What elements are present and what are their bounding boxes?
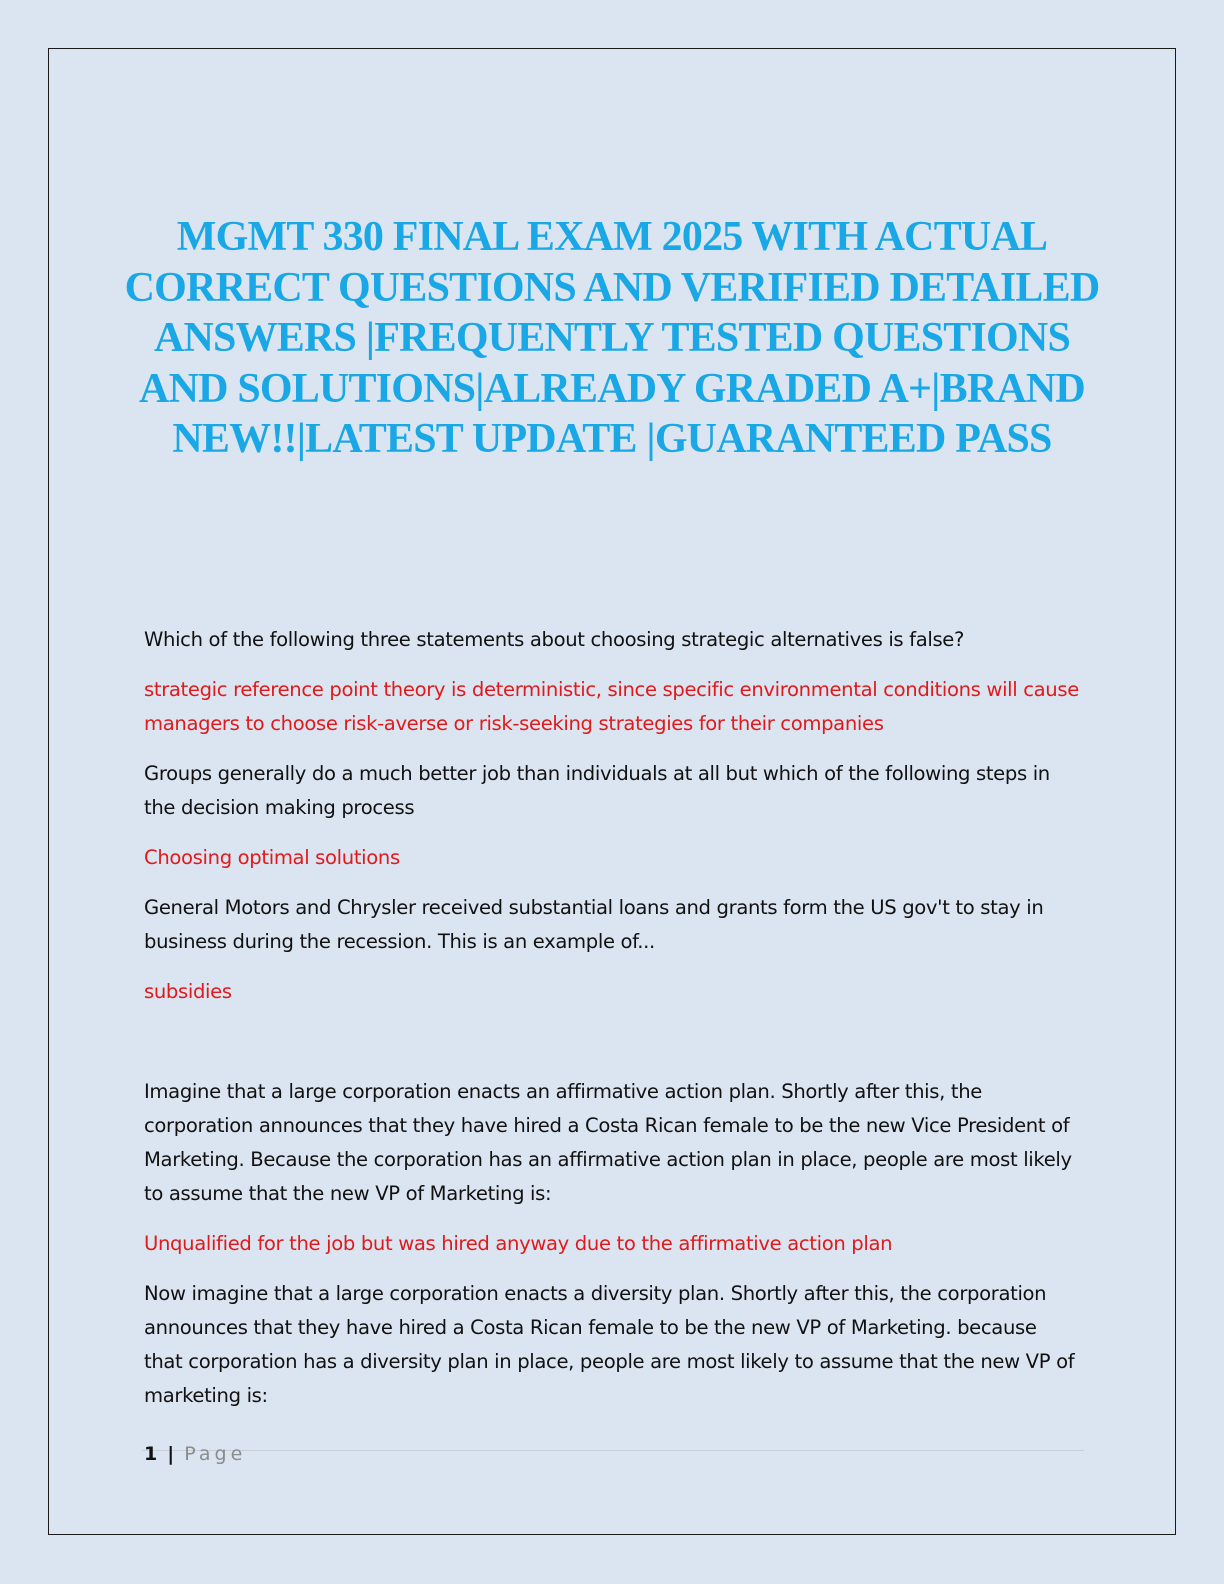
question-3: General Motors and Chrysler received substantial loans and grants form the US gov't to stay in business during the recession. This is an example of...: [144, 896, 1044, 953]
question-5: Now imagine that a large corporation enacts a diversity plan. Shortly after this, the corporation announces that they have hired a Costa Rican female to be the new VP of Marketing. because that corporation has a diversity plan in place, people are most likely to assume that the new VP of marketing is:: [144, 1282, 1075, 1407]
footer-separator: |: [167, 1443, 175, 1465]
page-label: Page: [184, 1443, 247, 1465]
question-1: Which of the following three statements about choosing strategic alternatives is false?: [144, 628, 965, 651]
answer-4: Unqualified for the job but was hired anyway due to the affirmative action plan: [144, 1232, 893, 1255]
blank-line: [144, 1025, 1080, 1075]
document-title: MGMT 330 FINAL EXAM 2025 WITH ACTUAL CORRECT QUESTIONS AND VERIFIED DETAILED ANSWERS |FREQUENTLY TESTED QUESTIONS AND SOLUTIONS|ALREADY GRADED A+|BRAND NEW!!|LATEST UPDATE |GUARANTEED PASS: [124, 214, 1100, 462]
page-footer: [144, 1440, 246, 1468]
page-number: 1: [144, 1443, 158, 1465]
answer-2: Choosing optimal solutions: [144, 846, 400, 869]
footer-divider: [142, 1450, 1084, 1451]
question-4: Imagine that a large corporation enacts an affirmative action plan. Shortly after this, the corporation announces that they have hired a Costa Rican female to be the new Vice President of Marketing. Because the corporation has an affirmative action plan in place, people are most likely to assume that the new VP of Marketing is:: [144, 1080, 1072, 1205]
question-2: Groups generally do a much better job than individuals at all but which of the following steps in the decision making process: [144, 762, 1050, 819]
answer-3: subsidies: [144, 980, 232, 1003]
qa-content: [144, 623, 1080, 1413]
answer-1: strategic reference point theory is deterministic, since specific environmental conditions will cause managers to choose risk-averse or risk-seeking strategies for their companies: [144, 678, 1079, 735]
